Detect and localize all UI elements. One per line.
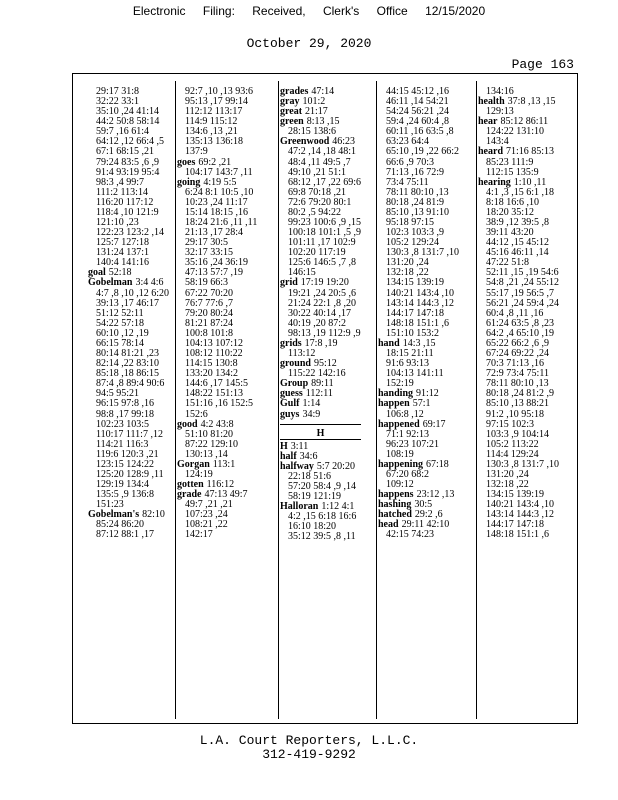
page-line-refs: 152:19 [386, 378, 414, 390]
page-line-refs: 113:12 [288, 348, 316, 360]
index-word: goes [177, 156, 196, 168]
page-line-refs: 125:7 127:18 [96, 237, 150, 249]
page-line-refs: 89:11 [311, 378, 334, 390]
index-word: goal [88, 267, 106, 279]
page-line-refs: 143:4 [486, 136, 509, 148]
page-line-refs: 4:2 ,15 6:18 16:6 [288, 511, 357, 523]
index-word: gotten [177, 479, 204, 491]
page-line-refs: 21:17 [305, 106, 328, 118]
page-line-refs: 16:10 18:20 [288, 521, 337, 533]
page-line-refs: 52:18 [108, 267, 132, 279]
page-line-refs: 44:2 50:8 58:14 [96, 116, 160, 128]
page-line-refs: 108:21 ,22 [185, 519, 228, 531]
page-line-refs: 60:11 ,16 63:5 ,8 [386, 126, 454, 138]
page-line-refs: 130:3 ,8 131:7 ,10 [386, 247, 460, 259]
page-line-refs: 66:15 78:14 [96, 337, 145, 349]
index-word: Gulf [280, 398, 300, 410]
index-word: Group [280, 378, 309, 390]
page-line-refs: 3:11 [290, 440, 309, 452]
page-line-refs: 51:12 52:11 [96, 307, 144, 319]
page-line-refs: 104:17 143:7 ,11 [185, 166, 253, 178]
page-line-refs: 116:20 117:12 [96, 196, 154, 208]
page-line-refs: 30:22 40:14 ,17 [288, 307, 352, 319]
page-line-refs: 114:9 115:12 [185, 116, 238, 128]
page-line-refs: 58:19 66:3 [185, 277, 229, 289]
index-word: ground [280, 358, 311, 370]
page-line-refs: 95:13 ,17 99:14 [185, 96, 249, 108]
page-line-refs: 4:7 ,8 ,10 ,12 6:20 [96, 287, 170, 299]
page-line-refs: 73:4 75:11 [386, 176, 429, 188]
page-line-refs: 114:4 129:24 [486, 448, 539, 460]
page-line-refs: 49:7 ,21 ,21 [185, 499, 233, 511]
page-line-refs: 34:6 [299, 450, 318, 462]
section-rule [280, 424, 361, 425]
stamp-word: Electronic [132, 4, 186, 18]
page-line-refs: 134:16 [486, 86, 514, 97]
page-line-refs: 98:3 ,4 99:7 [96, 176, 145, 188]
page-line-refs: 99:23 100:6 ,9 ,15 [288, 217, 362, 229]
page-line-refs: 61:24 63:5 ,8 ,23 [486, 317, 555, 329]
page-line-refs: 29:2 ,6 [414, 509, 443, 521]
index-word: Greenwood [280, 136, 330, 148]
page-line-refs: 32:22 33:1 [96, 96, 140, 108]
page-line-refs: 69:8 70:18 ,21 [288, 186, 347, 198]
page-line-refs: 151:23 [96, 499, 124, 511]
page-line-refs: 135:5 ,9 136:8 [96, 489, 155, 501]
page-line-refs: 67:18 [426, 458, 449, 470]
page-line-refs: 35:12 39:5 ,8 ,11 [288, 531, 356, 543]
page-line-refs: 91:6 93:13 [386, 358, 430, 370]
page-line-refs: 67:20 68:2 [386, 468, 430, 480]
page-line-refs: 148:22 151:13 [185, 388, 244, 400]
page-line-refs: 140:4 141:16 [96, 257, 150, 269]
page-line-refs: 85:24 86:20 [96, 519, 145, 531]
page-line-refs: 95:18 97:15 [386, 217, 435, 229]
page-line-refs: 65:10 ,19 ,22 66:2 [386, 146, 460, 158]
page-number: Page 163 [511, 57, 574, 72]
page-line-refs: 47:13 57:7 ,19 [185, 267, 244, 279]
reporter-phone: 312-419-9292 [262, 747, 356, 762]
page-line-refs: 1:14 [302, 398, 321, 410]
page-line-refs: 66:6 ,9 70:3 [386, 156, 435, 168]
index-word: guys [280, 408, 300, 420]
index-continuation [177, 530, 257, 540]
page-line-refs: 72:9 73:4 75:11 [486, 368, 549, 380]
page-line-refs: 87:12 88:1 ,17 [96, 529, 155, 541]
page-line-refs: 91:4 93:19 95:4 [96, 166, 160, 178]
index-word: happening [378, 458, 424, 470]
page-line-refs: 131:24 137:1 [96, 247, 150, 259]
page-line-refs: 71:13 ,16 72:9 [386, 166, 445, 178]
page-line-refs: 102:23 103:5 [96, 418, 150, 430]
page-line-refs: 42:15 74:23 [386, 529, 435, 541]
page-line-refs: 60:4 ,8 ,11 ,16 [486, 307, 544, 319]
page-line-refs: 54:8 ,21 ,24 55:12 [486, 277, 560, 289]
page-line-refs: 102:3 103:3 ,9 [386, 227, 445, 239]
page-line-refs: 135:13 136:18 [185, 136, 244, 148]
page-line-refs: 32:17 33:15 [185, 247, 234, 259]
page-line-refs: 98:13 ,19 112:9 ,9 [288, 327, 361, 339]
page-line-refs: 55:17 ,19 56:5 ,7 [486, 287, 555, 299]
page-line-refs: 1:12 4:1 [321, 501, 355, 513]
stamp-word: Clerk's [322, 4, 360, 18]
index-continuation [280, 532, 361, 542]
page-line-refs: 21:13 ,17 28:4 [185, 227, 244, 239]
page-line-refs: 69:2 ,21 [198, 156, 232, 168]
index-word: good [177, 418, 198, 430]
page-line-refs: 104:13 107:12 [185, 337, 244, 349]
page-line-refs: 30:5 [414, 499, 433, 511]
page-line-refs: 140:21 143:4 ,10 [386, 287, 455, 299]
page-line-refs: 148:18 151:1 ,6 [386, 317, 450, 329]
index-word: Gobelman's [88, 509, 140, 521]
page-line-refs: 129:19 134:4 [96, 479, 150, 491]
page-line-refs: 85:12 86:11 [500, 116, 549, 128]
index-word: hear [478, 116, 498, 128]
index-word: hatched [378, 509, 412, 521]
page-line-refs: 49:10 ,21 51:1 [288, 166, 347, 178]
page-line-refs: 65:22 66:2 ,6 ,9 [486, 337, 550, 349]
page-line-refs: 8:18 16:6 ,10 [486, 196, 540, 208]
index-word: Halloran [280, 501, 319, 513]
page-line-refs: 151:16 ,16 152:5 [185, 398, 254, 410]
page-line-refs: 123:15 124:22 [96, 458, 155, 470]
page-line-refs: 54:22 57:18 [96, 317, 145, 329]
page-line-refs: 116:12 [206, 479, 235, 491]
page-line-refs: 104:13 141:11 [386, 368, 444, 380]
page-line-refs: 111:2 113:14 [96, 186, 148, 198]
page-line-refs: 29:17 30:5 [185, 237, 229, 249]
page-line-refs: 108:12 110:22 [185, 348, 243, 360]
index-word: guess [280, 388, 303, 400]
page-line-refs: 87:22 129:10 [185, 438, 239, 450]
page-line-refs: 67:24 69:22 ,24 [486, 348, 550, 360]
index-continuation [378, 530, 459, 540]
page-line-refs: 44:15 45:12 ,16 [386, 86, 450, 97]
page-line-refs: 67:1 68:15 ,21 [96, 146, 155, 158]
page-line-refs: 100:8 101:8 [185, 327, 234, 339]
page-line-refs: 134:15 139:19 [386, 277, 445, 289]
page-line-refs: 59:4 ,24 60:4 ,8 [386, 116, 450, 128]
page-line-refs: 46:11 ,14 54:21 [386, 96, 449, 108]
index-column-5 [478, 87, 559, 719]
reporter-firm: L.A. Court Reporters, L.L.C. [199, 733, 419, 748]
transcript-date: October 29, 2020 [246, 36, 372, 51]
page-line-refs: 45:16 46:11 ,14 [486, 247, 549, 259]
page-line-refs: 132:18 ,22 [386, 267, 429, 279]
page-line-refs: 114:15 130:8 [185, 358, 238, 370]
page-line-refs: 144:17 147:18 [486, 519, 545, 531]
page-line-refs: 5:7 20:20 [316, 460, 355, 472]
index-word: great [280, 106, 303, 118]
page-line-refs: 4:1 ,3 ,15 6:1 ,18 [486, 186, 555, 198]
page-line-refs: 80:2 ,5 94:22 [288, 206, 342, 218]
page-line-refs: 78:11 80:10 ,13 [486, 378, 549, 390]
page-line-refs: 133:20 134:2 [185, 368, 239, 380]
page-line-refs: 34:9 [302, 408, 321, 420]
page-line-refs: 44:12 ,15 45:12 [486, 237, 550, 249]
index-word: happened [378, 418, 420, 430]
page-line-refs: 130:13 ,14 [185, 448, 228, 460]
page-line-refs: 72:6 79:20 80:1 [288, 196, 352, 208]
index-word: head [378, 519, 399, 531]
index-word: green [280, 116, 304, 128]
page-line-refs: 68:12 ,17 ,22 69:6 [288, 176, 362, 188]
page-line-refs: 91:2 ,10 95:18 [486, 408, 545, 420]
stamp-word: Received, [252, 4, 306, 18]
page-line-refs: 14:3 ,15 [402, 337, 436, 349]
page-line-refs: 105:2 113:22 [486, 438, 539, 450]
page-line-refs: 134:15 139:19 [486, 489, 545, 501]
page-line-refs: 96:15 97:8 ,16 [96, 398, 155, 410]
page-line-refs: 70:3 71:13 ,16 [486, 358, 545, 370]
page-line-refs: 54:24 56:21 ,24 [386, 106, 450, 118]
page-line-refs: 51:10 81:20 [185, 428, 234, 440]
index-word: gray [280, 96, 300, 108]
page-line-refs: 82:14 ,22 83:10 [96, 358, 160, 370]
page-line-refs: 100:18 101:1 ,5 ,9 [288, 227, 362, 239]
page-line-refs: 112:15 135:9 [486, 166, 539, 178]
page-line-refs: 134:6 ,13 ,21 [185, 126, 238, 138]
section-letter: H [316, 427, 325, 439]
page-line-refs: 85:23 111:9 [486, 156, 534, 168]
index-word: Gobelman [88, 277, 133, 289]
page-line-refs: 40:19 ,20 87:2 [288, 317, 347, 329]
page-line-refs: 67:22 70:20 [185, 287, 234, 299]
section-rule [280, 439, 361, 440]
page-line-refs: 143:14 144:3 ,12 [386, 297, 455, 309]
page-line-refs: 76:7 77:6 ,7 [185, 297, 234, 309]
index-word: halfway [280, 460, 314, 472]
index-word: hashing [378, 499, 412, 511]
page-line-refs: 102:20 117:19 [288, 247, 346, 259]
page-line-refs: 80:18 ,24 81:2 ,9 [486, 388, 555, 400]
page-line-refs: 101:2 [302, 96, 326, 108]
page-line-refs: 48:4 ,11 49:5 ,7 [288, 156, 351, 168]
page-line-refs: 29:17 31:8 [96, 86, 140, 97]
page-line-refs: 46:23 [332, 136, 356, 148]
page-line-refs: 52:11 ,15 ,19 54:6 [486, 267, 559, 279]
page-line-refs: 10:23 ,24 11:17 [185, 196, 248, 208]
page-line-refs: 94:5 95:21 [96, 388, 140, 400]
page-line-refs: 113:1 [212, 458, 236, 470]
page-line-refs: 28:15 138:6 [288, 126, 337, 138]
page-line-refs: 118:4 ,10 121:9 [96, 206, 159, 218]
page-line-refs: 131:20 ,24 [386, 257, 429, 269]
page-line-refs: 151:10 153:2 [386, 327, 440, 339]
page-line-refs: 64:2 ,4 65:10 ,19 [486, 327, 555, 339]
page-line-refs: 17:19 19:20 [300, 277, 349, 289]
page-line-refs: 92:7 ,10 ,13 93:6 [185, 86, 254, 97]
page-line-refs: 15:14 18:15 ,16 [185, 206, 249, 218]
page-line-refs: 98:8 ,17 99:18 [96, 408, 155, 420]
page-line-refs: 6:24 8:1 10:5 ,10 [185, 186, 254, 198]
stamp-word: Filing: [202, 4, 235, 18]
page-line-refs: 47:14 [311, 86, 335, 97]
page-line-refs: 137:9 [185, 146, 208, 158]
page-line-refs: 85:18 ,18 86:15 [96, 368, 160, 380]
index-column-3 [280, 87, 361, 719]
page-line-refs: 112:12 113:17 [185, 106, 243, 118]
page-line-refs: 131:20 ,24 [486, 468, 529, 480]
word-index-box [72, 73, 578, 724]
page-line-refs: 37:8 ,13 ,15 [507, 96, 556, 108]
page-line-refs: 79:20 80:24 [185, 307, 234, 319]
page-line-refs: 140:21 143:4 ,10 [486, 499, 555, 511]
page-line-refs: 85:10 ,13 88:21 [486, 398, 550, 410]
stamp-word: Office [376, 4, 408, 18]
page-line-refs: 81:21 87:24 [185, 317, 234, 329]
page-line-refs: 110:17 111:7 ,12 [96, 428, 163, 440]
index-column-2 [177, 87, 257, 719]
page-line-refs: 18:24 21:6 ,11 ,11 [185, 217, 258, 229]
page-line-refs: 35:16 ,24 36:19 [185, 257, 249, 269]
page-line-refs: 35:10 ,24 41:14 [96, 106, 160, 118]
page-line-refs: 125:20 128:9 ,11 [96, 468, 164, 480]
page-line-refs: 56:21 ,24 59:4 ,24 [486, 297, 560, 309]
page-line-refs: 60:10 ,12 ,19 [96, 327, 149, 339]
index-word: grid [280, 277, 298, 289]
index-word: half [280, 450, 297, 462]
index-word: health [478, 96, 505, 108]
page-line-refs: 69:17 [422, 418, 446, 430]
index-word: heard [478, 146, 503, 158]
page-line-refs: 79:24 83:5 ,6 ,9 [96, 156, 160, 168]
page-line-refs: 64:12 ,12 66:4 ,5 [96, 136, 165, 148]
page-line-refs: 132:18 ,22 [486, 479, 529, 491]
page-line-refs: 97:15 102:3 [486, 418, 535, 430]
index-word: hearing [478, 176, 511, 188]
stamp-word: 12/15/2020 [425, 4, 486, 18]
page-line-refs: 144:17 147:18 [386, 307, 445, 319]
page-line-refs: 57:1 [412, 398, 431, 410]
page-line-refs: 125:6 146:5 ,7 ,8 [288, 257, 357, 269]
page-line-refs: 144:6 ,17 145:5 [185, 378, 249, 390]
page-line-refs: 96:23 107:21 [386, 438, 440, 450]
page-line-refs: 47:2 ,14 ,18 48:1 [288, 146, 357, 158]
page-line-refs: 148:18 151:1 ,6 [486, 529, 550, 541]
page-line-refs: 130:3 ,8 131:7 ,10 [486, 458, 560, 470]
page-line-refs: 71:16 85:13 [506, 146, 555, 158]
page-line-refs: 19:21 ,24 20:5 ,6 [288, 287, 357, 299]
page-line-refs: 29:11 42:10 [401, 519, 450, 531]
page-line-refs: 18:20 35:12 [486, 206, 535, 218]
page-line-refs: 8:13 ,15 [306, 116, 340, 128]
page-line-refs: 21:24 22:1 ,8 ,20 [288, 297, 357, 309]
page-line-refs: 101:11 ,17 102:9 [288, 237, 356, 249]
page-line-refs: 122:23 123:2 ,14 [96, 227, 165, 239]
page-line-refs: 108:19 [386, 448, 414, 460]
index-word: Gorgan [177, 458, 210, 470]
page-line-refs: 4:19 5:5 [203, 176, 237, 188]
page-line-refs: 105:2 129:24 [386, 237, 440, 249]
page-line-refs: 107:23 ,24 [185, 509, 228, 521]
page-line-refs: 3:4 4:6 [135, 277, 164, 289]
page-line-refs: 78:11 80:10 ,13 [386, 186, 449, 198]
page-line-refs: 112:11 [305, 388, 333, 400]
page-line-refs: 82:10 [142, 509, 165, 521]
page-line-refs: 71:1 92:13 [386, 428, 430, 440]
page-line-refs: 142:17 [185, 529, 213, 541]
index-entry [280, 410, 361, 420]
page-line-refs: 18:15 21:11 [386, 348, 434, 360]
page-line-refs: 47:22 51:8 [486, 257, 530, 269]
index-word: H [280, 440, 288, 452]
efiling-stamp [0, 4, 618, 18]
page-line-refs: 91:12 [416, 388, 439, 400]
index-word: grades [280, 86, 309, 97]
page-line-refs: 103:3 ,9 104:14 [486, 428, 550, 440]
page-line-refs: 58:19 121:19 [288, 491, 342, 503]
page-line-refs: 114:21 116:3 [96, 438, 149, 450]
page-line-refs: 119:6 120:3 ,21 [96, 448, 159, 460]
page-line-refs: 85:10 ,13 91:10 [386, 206, 450, 218]
page-line-refs: 115:22 142:16 [288, 368, 346, 380]
page-line-refs: 57:20 58:4 ,9 ,14 [288, 480, 357, 492]
page-line-refs: 109:12 [386, 479, 414, 491]
index-word: happens [378, 489, 414, 501]
page-line-refs: 63:23 64:4 [386, 136, 430, 148]
page-line-refs: 124:22 131:10 [486, 126, 545, 138]
index-column-1 [88, 87, 169, 719]
page-line-refs: 38:9 ,12 39:5 ,8 [486, 217, 550, 229]
page-line-refs: 17:8 ,19 [304, 337, 338, 349]
index-word: hand [378, 337, 400, 349]
index-word: grids [280, 337, 302, 349]
page-line-refs: 47:13 49:7 [204, 489, 248, 501]
page-line-refs: 59:7 ,16 61:4 [96, 126, 150, 138]
index-word: grade [177, 489, 202, 501]
page-line-refs: 39:11 43:20 [486, 227, 534, 239]
index-word: happen [378, 398, 410, 410]
page-line-refs: 22:18 51:6 [288, 470, 332, 482]
index-column-4 [378, 87, 459, 719]
page-line-refs: 23:12 ,13 [416, 489, 455, 501]
page-line-refs: 4:2 43:8 [200, 418, 234, 430]
page-line-refs: 1:10 ,11 [513, 176, 547, 188]
page-line-refs: 124:19 [185, 468, 213, 480]
index-word: going [177, 176, 201, 188]
index-continuation [88, 530, 169, 540]
page-line-refs: 143:14 144:3 ,12 [486, 509, 555, 521]
page-line-refs: 87:4 ,8 89:4 90:6 [96, 378, 165, 390]
page-line-refs: 146:15 [288, 267, 316, 279]
page-line-refs: 152:6 [185, 408, 208, 420]
index-word: handing [378, 388, 414, 400]
page-line-refs: 95:12 [313, 358, 337, 370]
page-line-refs: 129:13 [486, 106, 514, 118]
page-line-refs: 106:8 ,12 [386, 408, 424, 420]
page-line-refs: 121:10 ,23 [96, 217, 139, 229]
index-continuation [478, 530, 559, 540]
page-line-refs: 39:13 ,17 46:17 [96, 297, 160, 309]
page-line-refs: 80:18 ,24 81:9 [386, 196, 445, 208]
page-line-refs: 80:14 81:21 ,23 [96, 348, 160, 360]
